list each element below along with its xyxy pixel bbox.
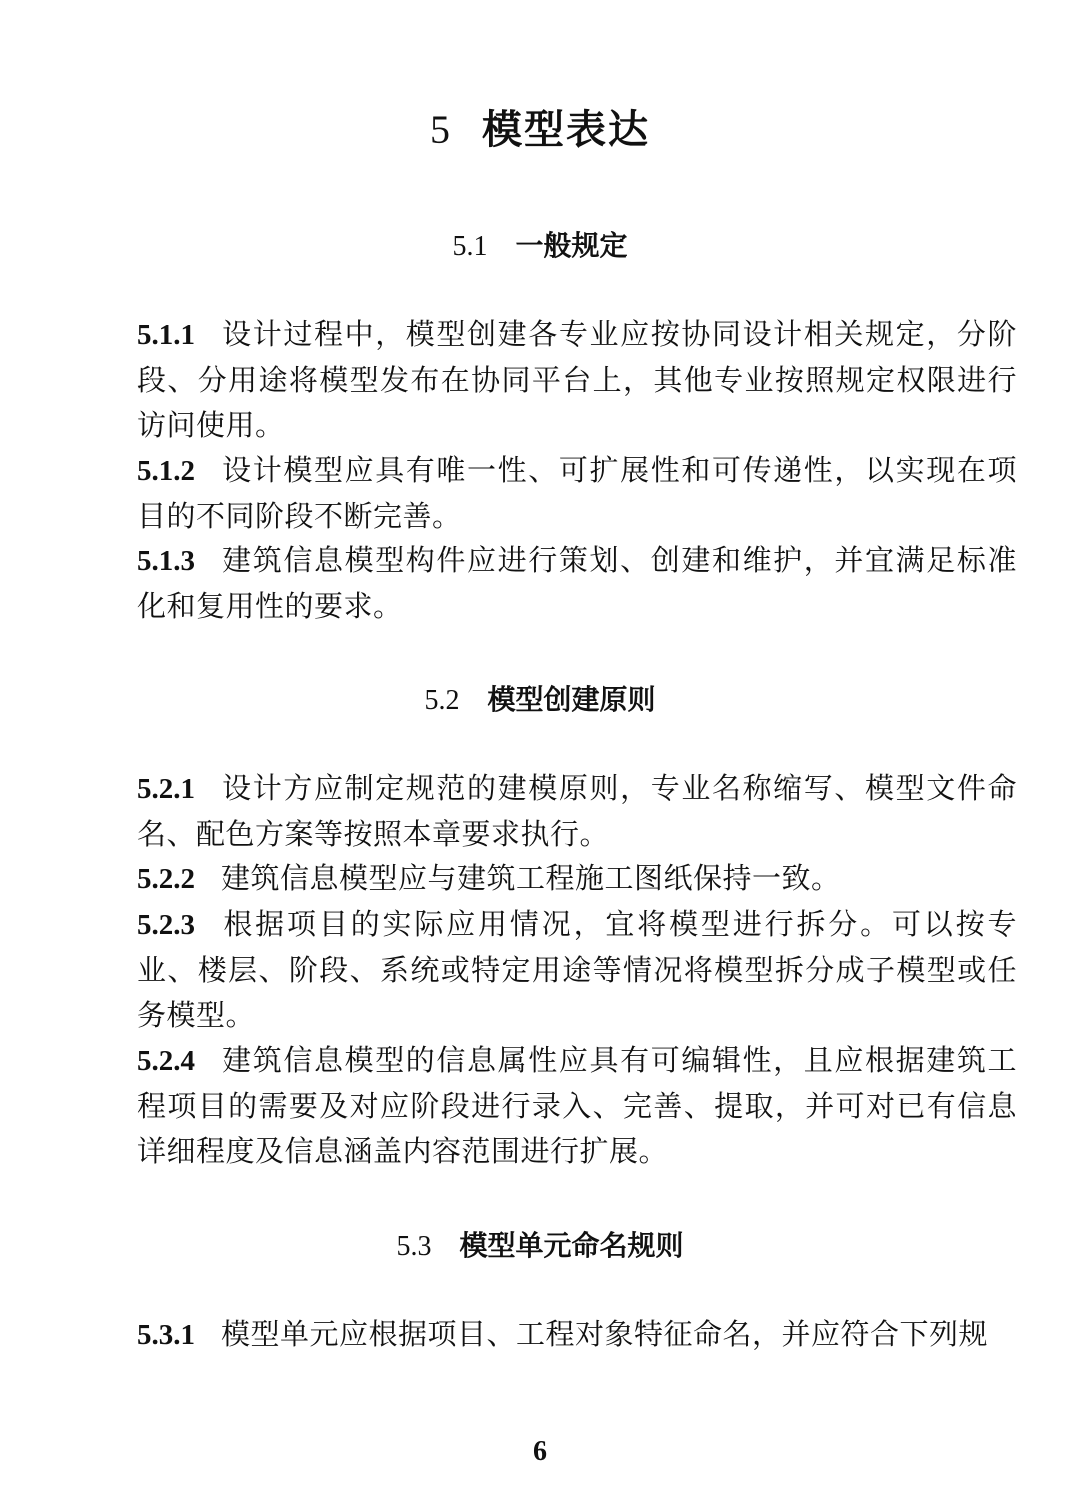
clause-text: 模型单元应根据项目、工程对象特征命名，并应符合下列规: [221, 1317, 989, 1351]
section-title: 模型单元命名规则: [459, 1229, 684, 1262]
clause-5-3-1: [137, 1312, 1017, 1358]
clause-number: 5.2.1: [137, 773, 195, 805]
clause-number: 5.1.3: [137, 545, 195, 577]
clause-5-2-4: [137, 1038, 1017, 1174]
clause-text: 建筑信息模型的信息属性应具有可编辑性，且应根据建筑工程项目的需要及对应阶段进行录入、完善、提取，并可对已有信息详细程度及信息涵盖内容范围进行扩展。: [137, 1043, 1017, 1168]
clause-number: 5.1.2: [137, 455, 195, 487]
section-heading-5-2: [0, 678, 1080, 723]
section-title: 一般规定: [515, 229, 628, 262]
clause-number: 5.2.2: [137, 863, 195, 895]
clause-5-1-1: [137, 312, 1017, 448]
clause-text: 建筑信息模型构件应进行策划、创建和维护，并宜满足标准化和复用性的要求。: [137, 543, 1017, 623]
clause-5-1-2: [137, 448, 1017, 539]
clause-number: 5.2.3: [137, 909, 195, 941]
clause-number: 5.2.4: [137, 1045, 195, 1077]
clause-text: 设计方应制定规范的建模原则，专业名称缩写、模型文件命名、配色方案等按照本章要求执行。: [137, 771, 1017, 851]
chapter-number: 5: [430, 107, 452, 152]
clause-text: 设计模型应具有唯一性、可扩展性和可传递性，以实现在项目的不同阶段不断完善。: [137, 453, 1017, 533]
clause-5-2-3: [137, 902, 1017, 1038]
clause-5-1-3: [137, 538, 1017, 629]
chapter-title: [0, 100, 1080, 160]
section-heading-5-1: [0, 224, 1080, 269]
chapter-title-text: 模型表达: [482, 106, 650, 153]
section-title: 模型创建原则: [487, 683, 656, 716]
clause-5-2-2: [137, 856, 1017, 902]
clause-number: 5.1.1: [137, 319, 195, 351]
clause-text: 设计过程中，模型创建各专业应按协同设计相关规定，分阶段、分用途将模型发布在协同平台上，其他专业按照规定权限进行访问使用。: [137, 317, 1017, 442]
clause-text: 建筑信息模型应与建筑工程施工图纸保持一致。: [221, 861, 841, 895]
section-heading-5-3: [0, 1224, 1080, 1269]
clause-number: 5.3.1: [137, 1319, 195, 1351]
clause-5-2-1: [137, 766, 1017, 857]
section-number: 5.3: [396, 1231, 432, 1262]
page-number: 6: [533, 1436, 547, 1467]
clause-text: 根据项目的实际应用情况，宜将模型进行拆分。可以按专业、楼层、阶段、系统或特定用途等情况将模型拆分成子模型或任务模型。: [137, 907, 1017, 1032]
section-number: 5.2: [424, 685, 460, 716]
section-number: 5.1: [452, 231, 488, 262]
